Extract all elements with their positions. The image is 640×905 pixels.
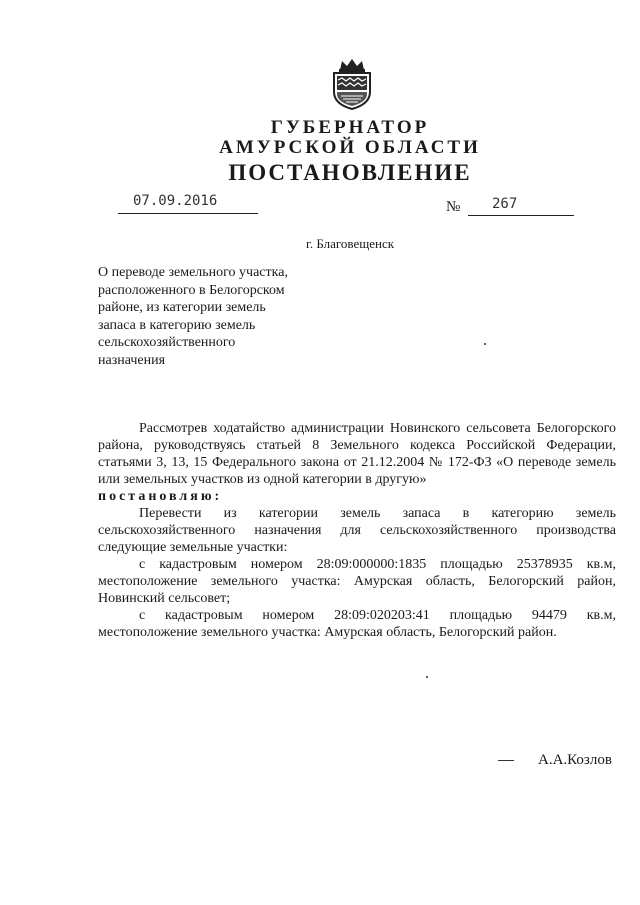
subject-line: районе, из категории земель [98,300,266,316]
number-sign: № [446,199,461,215]
land-item-1: с кадастровым номером 28:09:000000:1835 площадью 25378935 кв.м, местоположение земельного участка: Амурская область, Белогорский район, Новинский сельсовет; [98,557,616,606]
scan-speck [426,676,428,678]
preamble-paragraph: Рассмотрев ходатайство администрации Новинского сельсовета Белогорского района, руководствуясь статьей 8 Земельного кодекса Российской Федерации, статьями 3, 13, 15 Федерального закона от 21.12.2004 № 172-ФЗ «О переводе земель или земельных участков из одной категории в другую» [98,421,616,487]
signature-name: А.А.Козлов [538,752,612,768]
decree-word: постановляю: [98,489,223,504]
clause-paragraph: Перевести из категории земель запаса в категорию земель сельскохозяйственного назначения для сельскохозяйственного производства следующие земельные участки: [98,506,616,555]
signature-mark [498,760,514,761]
subject-line: назначения [98,352,166,368]
land-item-2: с кадастровым номером 28:09:020203:41 площадью 94479 кв.м, местоположение земельного участка: Амурская область, Белогорский район. [98,608,616,640]
header-governor: ГУБЕРНАТОР [270,117,430,138]
subject-line: запаса в категорию земель [98,317,256,333]
document-date: 07.09.2016 [133,193,218,209]
subject-line: сельскохозяйственного [98,335,236,351]
subject-line: О переводе земельного участка, [98,265,288,280]
date-underline [118,213,258,214]
document-body [98,420,616,641]
city-line: г. Благовещенск [305,236,395,251]
subject-line: расположенного в Белогорском [98,282,285,298]
document-number: 267 [492,196,518,212]
scan-speck [484,343,486,345]
document-type-title: ПОСТАНОВЛЕНИЕ [228,160,472,185]
number-underline [468,215,574,216]
document-subject [98,264,338,370]
coat-of-arms-emblem [330,58,374,110]
header-region: АМУРСКОЙ ОБЛАСТИ [219,137,481,158]
